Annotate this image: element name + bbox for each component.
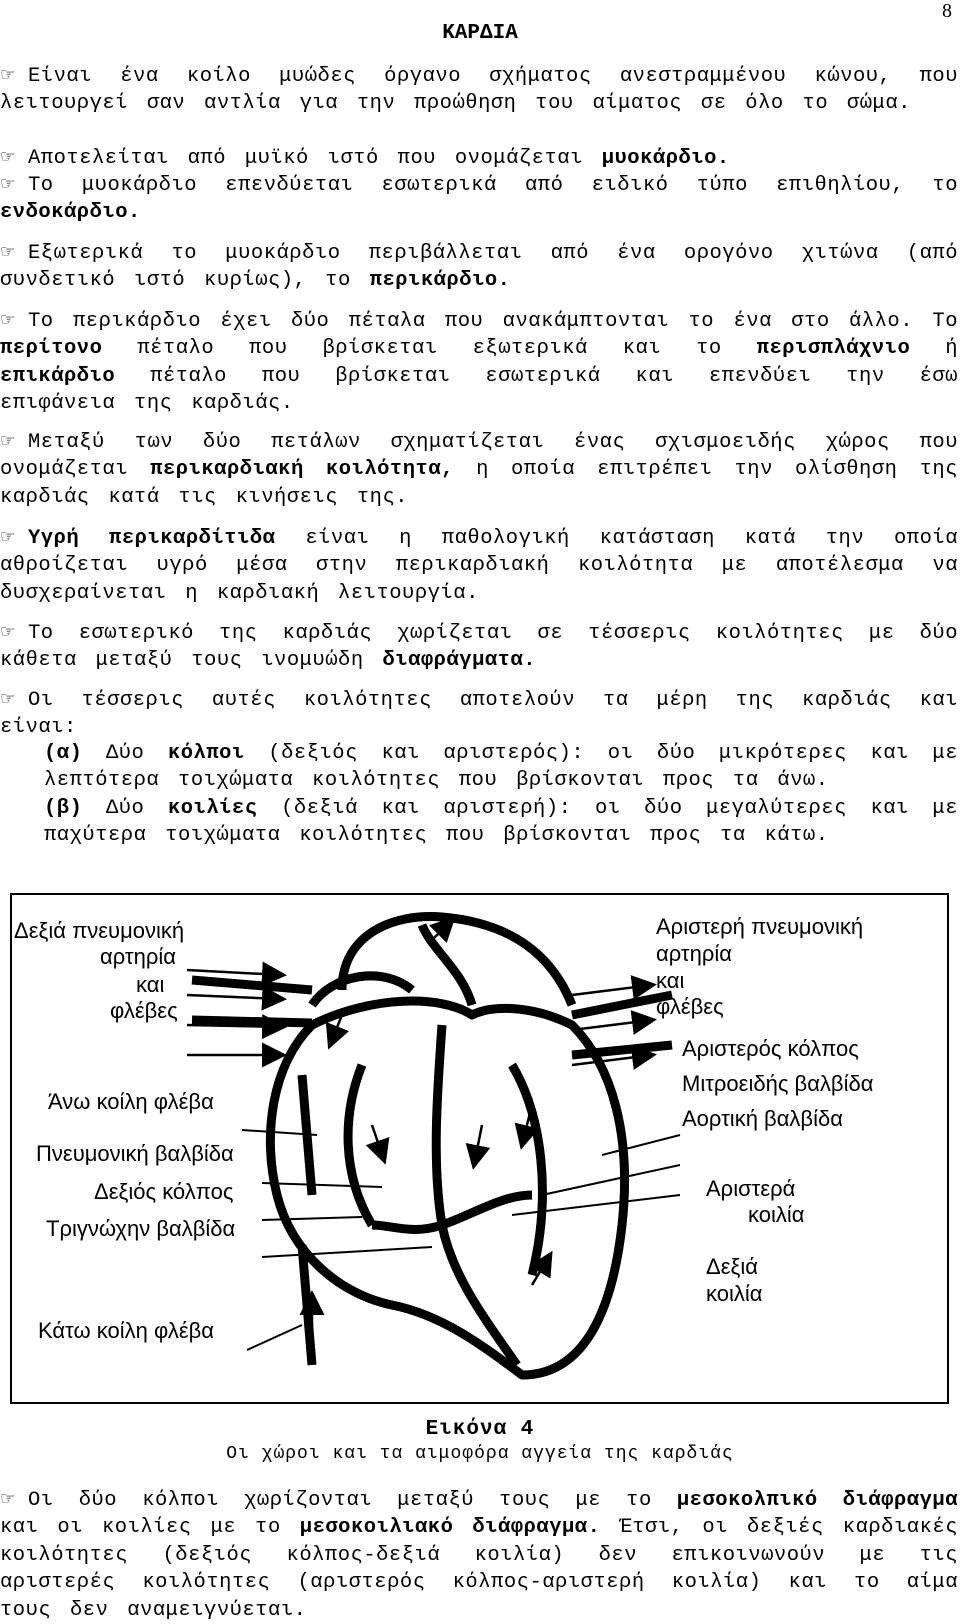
paragraph-1: ☞ Είναι ένα κοίλο μυώδες όργανο σχήματος ανεστραμμένου κώνου, που λειτουργεί σαν αντλία για την προώθηση του αίματος σε όλο το σώμα. [0, 62, 958, 118]
label-right-ventricle-1: Δεξιά [706, 1254, 758, 1279]
pointing-hand-icon: ☞ [0, 147, 16, 167]
label-right-pulmonary-1: Δεξιά πνευμονική [14, 918, 185, 943]
label-left-pulmonary-1: Αριστερή πνευμονική [656, 914, 864, 939]
label-mitral-valve: Μιτροειδής βαλβίδα [682, 1071, 874, 1096]
paragraph-6: ☞ Μεταξύ των δύο πετάλων σχηματίζεται ένας σχισμοειδής χώρος που ονομάζεται περικαρδιακή κοιλότητα, η οποία επιτρέπει την ολίσθηση της καρδιάς κατά τις κινήσεις της. [0, 428, 958, 511]
label-right-pulmonary-2: αρτηρία [100, 944, 176, 969]
pointing-hand-icon: ☞ [0, 174, 16, 194]
label-left-ventricle-1: Αριστερά [706, 1176, 796, 1201]
list-item-a: (α) Δύο κόλποι (δεξιός και αριστερός): οι δύο μικρότερες και με λεπτότερα τοιχώματα κοιλότητες που βρίσκονται προς τα άνω. [44, 742, 958, 793]
label-superior-vena-cava: Άνω κοίλη φλέβα [48, 1089, 214, 1114]
label-tricuspid-valve: Τριγνώχην βαλβίδα [46, 1216, 236, 1241]
label-pulmonary-valve: Πνευμονική βαλβίδα [36, 1141, 234, 1166]
pointing-hand-icon: ☞ [0, 310, 16, 330]
pointing-hand-icon: ☞ [0, 1489, 16, 1509]
pointing-hand-icon: ☞ [0, 689, 16, 709]
label-right-pulmonary-4: φλέβες [110, 998, 178, 1023]
page-title: ΚΑΡΔΙΑ [442, 22, 518, 45]
paragraph-8: ☞ Το εσωτερικό της καρδιάς χωρίζεται σε τέσσερις κοιλότητες με δύο κάθετα μεταξύ τους ινομυώδη διαφράγματα. [0, 619, 958, 675]
page-number: 8 [942, 0, 952, 22]
pointing-hand-icon: ☞ [0, 622, 16, 642]
pointing-hand-icon: ☞ [0, 527, 16, 547]
label-right-ventricle-2: κοιλία [706, 1281, 763, 1306]
label-left-atrium: Αριστερός κόλπος [682, 1036, 859, 1061]
paragraph-9: ☞ Οι τέσσερις αυτές κοιλότητες αποτελούν τα μέρη της καρδιάς και είναι: [0, 686, 958, 742]
heart-diagram-figure [10, 893, 949, 1404]
paragraph-7: ☞ Υγρή περικαρδίτιδα είναι η παθολογική κατάσταση κατά την οποία αθροίζεται υγρό μέσα στην περικαρδιακή κοιλότητα με αποτέλεσμα να δυσχεραίνεται η καρδιακή λειτουργία. [0, 524, 958, 607]
label-left-pulmonary-4: φλέβες [656, 994, 724, 1019]
label-left-ventricle-2: κοιλία [748, 1202, 805, 1227]
label-right-atrium: Δεξιός κόλπος [94, 1179, 234, 1204]
label-aortic-valve: Αορτική βαλβίδα [682, 1106, 843, 1131]
paragraph-2: ☞ Αποτελείται από μυϊκό ιστό που ονομάζεται μυοκάρδιο. [0, 144, 958, 172]
paragraph-10: ☞ Οι δύο κόλποι χωρίζονται μεταξύ τους με το μεσοκολπικό διάφραγμα και οι κοιλίες με το μεσοκοιλιακό διάφραγμα. Έτσι, οι δεξιές καρδιακές κοιλότητες (δεξιός κόλπος-δεξιά κοιλία) δεν επικοινωνούν με τις αριστερές κοιλότητες (αριστερός κόλπος-αριστερή κοιλία) και το αίμα τους δεν αναμειγνύεται. [0, 1486, 958, 1624]
paragraph-3: ☞ Το μυοκάρδιο επενδύεται εσωτερικά από ειδικό τύπο επιθηλίου, το ενδοκάρδιο. [0, 171, 958, 227]
pointing-hand-icon: ☞ [0, 431, 16, 451]
label-right-pulmonary-3: και [136, 972, 165, 997]
paragraph-4: ☞ Εξωτερικά το μυοκάρδιο περιβάλλεται από ένα ορογόνο χιτώνα (από συνδετικό ιστό κυρίως), το περικάρδιο. [0, 239, 958, 295]
list-item-b: (β) Δύο κοιλίες (δεξιά και αριστερή): οι δύο μεγαλύτερες και με παχύτερα τοιχώματα κοιλότητες που βρίσκονται προς τα κάτω. [44, 797, 959, 848]
label-inferior-vena-cava: Κάτω κοίλη φλέβα [38, 1318, 215, 1343]
figure-caption-text: Οι χώροι και τα αιμοφόρα αγγεία της καρδιάς [226, 1444, 734, 1464]
label-left-pulmonary-2: αρτηρία [656, 941, 732, 966]
pointing-hand-icon: ☞ [0, 65, 16, 85]
paragraph-5: ☞ Το περικάρδιο έχει δύο πέταλα που ανακάμπτονται το ένα στο άλλο. Το περίτονο πέταλο που βρίσκεται εξωτερικά και το περισπλάχνιο ή επικάρδιο πέταλο που βρίσκεται εσωτερικά και επενδύει την έσω επιφάνεια της καρδιάς. [0, 307, 958, 418]
label-left-pulmonary-3: και [656, 968, 685, 993]
pointing-hand-icon: ☞ [0, 242, 16, 262]
figure-caption-title: Εικόνα 4 [425, 1418, 535, 1441]
